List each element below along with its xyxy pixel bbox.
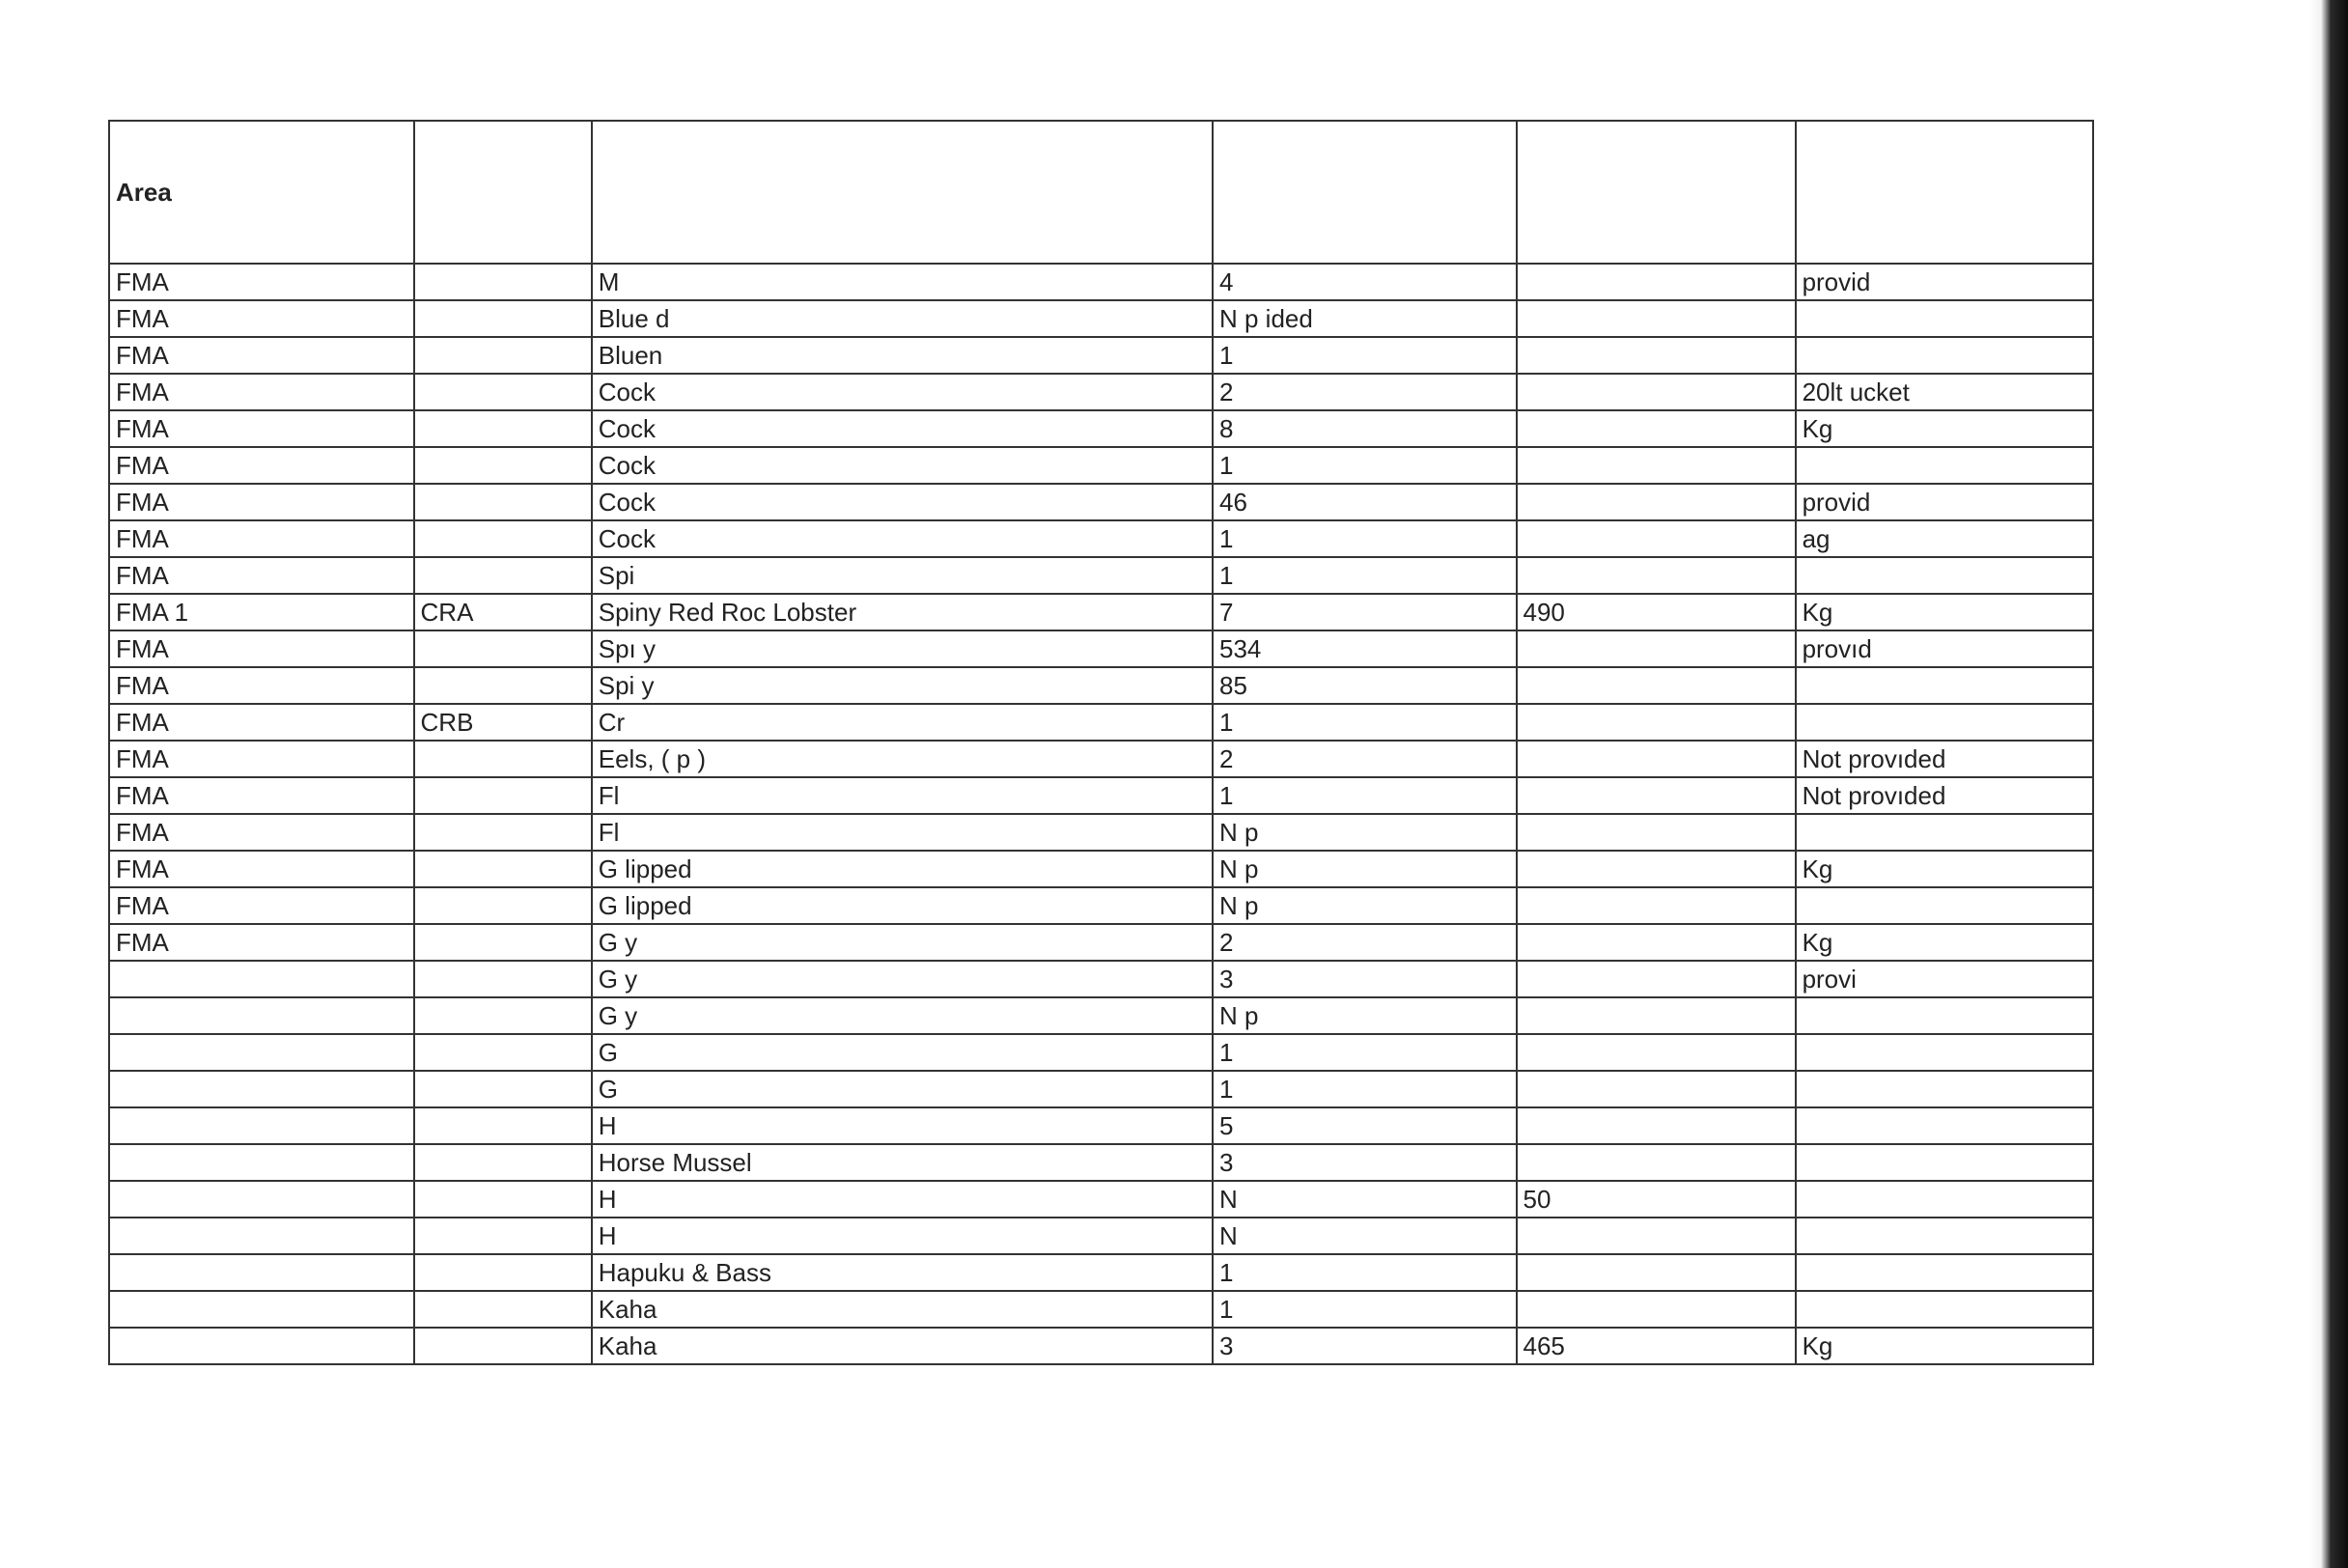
species-cell: G	[592, 1034, 1213, 1071]
table-row	[109, 1328, 2093, 1364]
quantity-cell	[1517, 264, 1796, 300]
unit-cell	[1796, 447, 2093, 484]
count-cell: 1	[1213, 337, 1517, 374]
quantity-cell	[1517, 410, 1796, 447]
quantity-cell	[1517, 814, 1796, 851]
table-row	[109, 667, 2093, 704]
quantity-cell	[1517, 520, 1796, 557]
count-cell: 7	[1213, 594, 1517, 630]
species-cell: G y	[592, 997, 1213, 1034]
area-cell: FMA 1	[109, 594, 414, 630]
table-row	[109, 1291, 2093, 1328]
area-cell: FMA	[109, 814, 414, 851]
count-cell: 1	[1213, 1034, 1517, 1071]
count-cell: 1	[1213, 557, 1517, 594]
area-cell: FMA	[109, 447, 414, 484]
area-cell	[109, 1144, 414, 1181]
species-cell: G lipped	[592, 887, 1213, 924]
quantity-cell	[1517, 1107, 1796, 1144]
count-cell: 534	[1213, 630, 1517, 667]
code-cell	[414, 924, 592, 961]
code-cell	[414, 337, 592, 374]
unit-cell	[1796, 887, 2093, 924]
species-cell: Spı y	[592, 630, 1213, 667]
count-cell: 1	[1213, 1254, 1517, 1291]
species-cell: H	[592, 1218, 1213, 1254]
species-cell: G lipped	[592, 851, 1213, 887]
count-cell: 2	[1213, 374, 1517, 410]
header-col-3	[592, 121, 1213, 264]
code-cell	[414, 484, 592, 520]
species-cell: H	[592, 1107, 1213, 1144]
species-cell: Spi	[592, 557, 1213, 594]
unit-cell: Kg	[1796, 1328, 2093, 1364]
table-row	[109, 1107, 2093, 1144]
area-cell	[109, 1291, 414, 1328]
code-cell	[414, 410, 592, 447]
area-cell: FMA	[109, 851, 414, 887]
unit-cell	[1796, 997, 2093, 1034]
unit-cell	[1796, 704, 2093, 741]
area-cell	[109, 1254, 414, 1291]
species-cell: Spiny Red Roc Lobster	[592, 594, 1213, 630]
quantity-cell	[1517, 447, 1796, 484]
area-cell	[109, 1071, 414, 1107]
count-cell: 1	[1213, 1071, 1517, 1107]
table-row	[109, 741, 2093, 777]
table-row	[109, 557, 2093, 594]
table-row	[109, 1218, 2093, 1254]
unit-cell	[1796, 1291, 2093, 1328]
table-row	[109, 337, 2093, 374]
unit-cell	[1796, 1034, 2093, 1071]
area-cell	[109, 1107, 414, 1144]
code-cell	[414, 777, 592, 814]
area-cell	[109, 1328, 414, 1364]
species-cell: Horse Mussel	[592, 1144, 1213, 1181]
species-cell: Fl	[592, 777, 1213, 814]
species-cell: Kaha	[592, 1328, 1213, 1364]
code-cell	[414, 851, 592, 887]
table-row	[109, 997, 2093, 1034]
area-cell: FMA	[109, 264, 414, 300]
unit-cell	[1796, 814, 2093, 851]
count-cell: N	[1213, 1218, 1517, 1254]
table-row	[109, 1071, 2093, 1107]
quantity-cell	[1517, 704, 1796, 741]
species-cell: Cr	[592, 704, 1213, 741]
header-col-5	[1517, 121, 1796, 264]
table-row	[109, 704, 2093, 741]
area-cell: FMA	[109, 924, 414, 961]
table-row	[109, 447, 2093, 484]
code-cell	[414, 1254, 592, 1291]
unit-cell	[1796, 337, 2093, 374]
code-cell	[414, 1291, 592, 1328]
table-row	[109, 1181, 2093, 1218]
area-cell: FMA	[109, 484, 414, 520]
quantity-cell	[1517, 1254, 1796, 1291]
code-cell	[414, 447, 592, 484]
count-cell: 4	[1213, 264, 1517, 300]
unit-cell: provi	[1796, 961, 2093, 997]
table-row	[109, 851, 2093, 887]
code-cell	[414, 1034, 592, 1071]
table-row	[109, 484, 2093, 520]
code-cell	[414, 1144, 592, 1181]
species-cell: Cock	[592, 374, 1213, 410]
species-cell: Cock	[592, 410, 1213, 447]
count-cell: N p ided	[1213, 300, 1517, 337]
code-cell	[414, 264, 592, 300]
unit-cell	[1796, 667, 2093, 704]
quantity-cell	[1517, 1034, 1796, 1071]
unit-cell: Kg	[1796, 851, 2093, 887]
unit-cell: 20lt ucket	[1796, 374, 2093, 410]
code-cell	[414, 887, 592, 924]
unit-cell: Kg	[1796, 924, 2093, 961]
area-cell: FMA	[109, 887, 414, 924]
code-cell: CRB	[414, 704, 592, 741]
table-row	[109, 887, 2093, 924]
unit-cell	[1796, 1144, 2093, 1181]
area-cell: FMA	[109, 704, 414, 741]
area-cell	[109, 1034, 414, 1071]
unit-cell	[1796, 300, 2093, 337]
count-cell: N p	[1213, 851, 1517, 887]
count-cell: N	[1213, 1181, 1517, 1218]
scan-edge-shadow	[2309, 0, 2348, 1568]
quantity-cell	[1517, 851, 1796, 887]
area-cell: FMA	[109, 667, 414, 704]
unit-cell	[1796, 1254, 2093, 1291]
species-cell: Hapuku & Bass	[592, 1254, 1213, 1291]
quantity-cell	[1517, 1144, 1796, 1181]
count-cell: 3	[1213, 1144, 1517, 1181]
area-cell	[109, 1218, 414, 1254]
count-cell: 46	[1213, 484, 1517, 520]
table-row	[109, 1144, 2093, 1181]
species-cell: Cock	[592, 484, 1213, 520]
unit-cell: Not provıded	[1796, 777, 2093, 814]
quantity-cell	[1517, 741, 1796, 777]
unit-cell	[1796, 1107, 2093, 1144]
quantity-cell	[1517, 667, 1796, 704]
table-row	[109, 961, 2093, 997]
code-cell	[414, 1218, 592, 1254]
quantity-cell	[1517, 557, 1796, 594]
count-cell: 2	[1213, 924, 1517, 961]
species-cell: M	[592, 264, 1213, 300]
species-cell: Eels, ( p )	[592, 741, 1213, 777]
species-cell: Fl	[592, 814, 1213, 851]
unit-cell: Not provıded	[1796, 741, 2093, 777]
species-cell: Cock	[592, 447, 1213, 484]
quantity-cell	[1517, 887, 1796, 924]
code-cell	[414, 557, 592, 594]
unit-cell	[1796, 557, 2093, 594]
unit-cell	[1796, 1181, 2093, 1218]
code-cell	[414, 1181, 592, 1218]
table-row	[109, 594, 2093, 630]
table-row	[109, 777, 2093, 814]
species-cell: Bluen	[592, 337, 1213, 374]
count-cell: 1	[1213, 777, 1517, 814]
table-row	[109, 410, 2093, 447]
quantity-cell	[1517, 630, 1796, 667]
count-cell: N p	[1213, 814, 1517, 851]
species-cell: G y	[592, 924, 1213, 961]
quantity-cell	[1517, 777, 1796, 814]
code-cell	[414, 961, 592, 997]
area-cell: FMA	[109, 337, 414, 374]
area-cell	[109, 997, 414, 1034]
table-row	[109, 1254, 2093, 1291]
code-cell	[414, 667, 592, 704]
area-cell	[109, 1181, 414, 1218]
code-cell: CRA	[414, 594, 592, 630]
unit-cell: provıd	[1796, 630, 2093, 667]
table-body	[109, 264, 2093, 1364]
count-cell: 5	[1213, 1107, 1517, 1144]
quantity-cell: 490	[1517, 594, 1796, 630]
area-cell: FMA	[109, 630, 414, 667]
area-cell: FMA	[109, 410, 414, 447]
species-cell: Blue d	[592, 300, 1213, 337]
code-cell	[414, 1071, 592, 1107]
table-row	[109, 924, 2093, 961]
quantity-cell	[1517, 1071, 1796, 1107]
quantity-cell	[1517, 961, 1796, 997]
code-cell	[414, 814, 592, 851]
count-cell: N p	[1213, 997, 1517, 1034]
count-cell: 2	[1213, 741, 1517, 777]
header-row	[109, 121, 2093, 264]
code-cell	[414, 520, 592, 557]
species-cell: Spi y	[592, 667, 1213, 704]
code-cell	[414, 374, 592, 410]
unit-cell: Kg	[1796, 410, 2093, 447]
header-col-6	[1796, 121, 2093, 264]
quantity-cell	[1517, 337, 1796, 374]
header-col-4	[1213, 121, 1517, 264]
area-cell: FMA	[109, 777, 414, 814]
table-row	[109, 300, 2093, 337]
area-cell: FMA	[109, 557, 414, 594]
code-cell	[414, 1107, 592, 1144]
species-cell: Kaha	[592, 1291, 1213, 1328]
table-row	[109, 264, 2093, 300]
quantity-cell	[1517, 1291, 1796, 1328]
count-cell: 1	[1213, 704, 1517, 741]
count-cell: 1	[1213, 1291, 1517, 1328]
quantity-cell	[1517, 1218, 1796, 1254]
area-cell: FMA	[109, 374, 414, 410]
count-cell: 85	[1213, 667, 1517, 704]
quantity-cell: 50	[1517, 1181, 1796, 1218]
unit-cell: Kg	[1796, 594, 2093, 630]
quantity-cell	[1517, 997, 1796, 1034]
code-cell	[414, 741, 592, 777]
code-cell	[414, 300, 592, 337]
code-cell	[414, 1328, 592, 1364]
unit-cell: ag	[1796, 520, 2093, 557]
table-row	[109, 520, 2093, 557]
table-row	[109, 630, 2093, 667]
species-cell: H	[592, 1181, 1213, 1218]
unit-cell: provid	[1796, 264, 2093, 300]
quantity-cell: 465	[1517, 1328, 1796, 1364]
area-cell: FMA	[109, 520, 414, 557]
species-cell: G	[592, 1071, 1213, 1107]
area-cell: FMA	[109, 741, 414, 777]
quantity-cell	[1517, 374, 1796, 410]
area-cell	[109, 961, 414, 997]
header-col-2	[414, 121, 592, 264]
count-cell: 1	[1213, 447, 1517, 484]
quantity-cell	[1517, 924, 1796, 961]
table-row	[109, 1034, 2093, 1071]
table-row	[109, 814, 2093, 851]
code-cell	[414, 630, 592, 667]
count-cell: 3	[1213, 961, 1517, 997]
catch-table	[108, 120, 2094, 1365]
count-cell: 1	[1213, 520, 1517, 557]
species-cell: G y	[592, 961, 1213, 997]
quantity-cell	[1517, 484, 1796, 520]
count-cell: 3	[1213, 1328, 1517, 1364]
species-cell: Cock	[592, 520, 1213, 557]
count-cell: 8	[1213, 410, 1517, 447]
code-cell	[414, 997, 592, 1034]
quantity-cell	[1517, 300, 1796, 337]
area-cell: FMA	[109, 300, 414, 337]
count-cell: N p	[1213, 887, 1517, 924]
unit-cell: provid	[1796, 484, 2093, 520]
table-row	[109, 374, 2093, 410]
unit-cell	[1796, 1218, 2093, 1254]
unit-cell	[1796, 1071, 2093, 1107]
header-area: Area	[109, 121, 414, 264]
